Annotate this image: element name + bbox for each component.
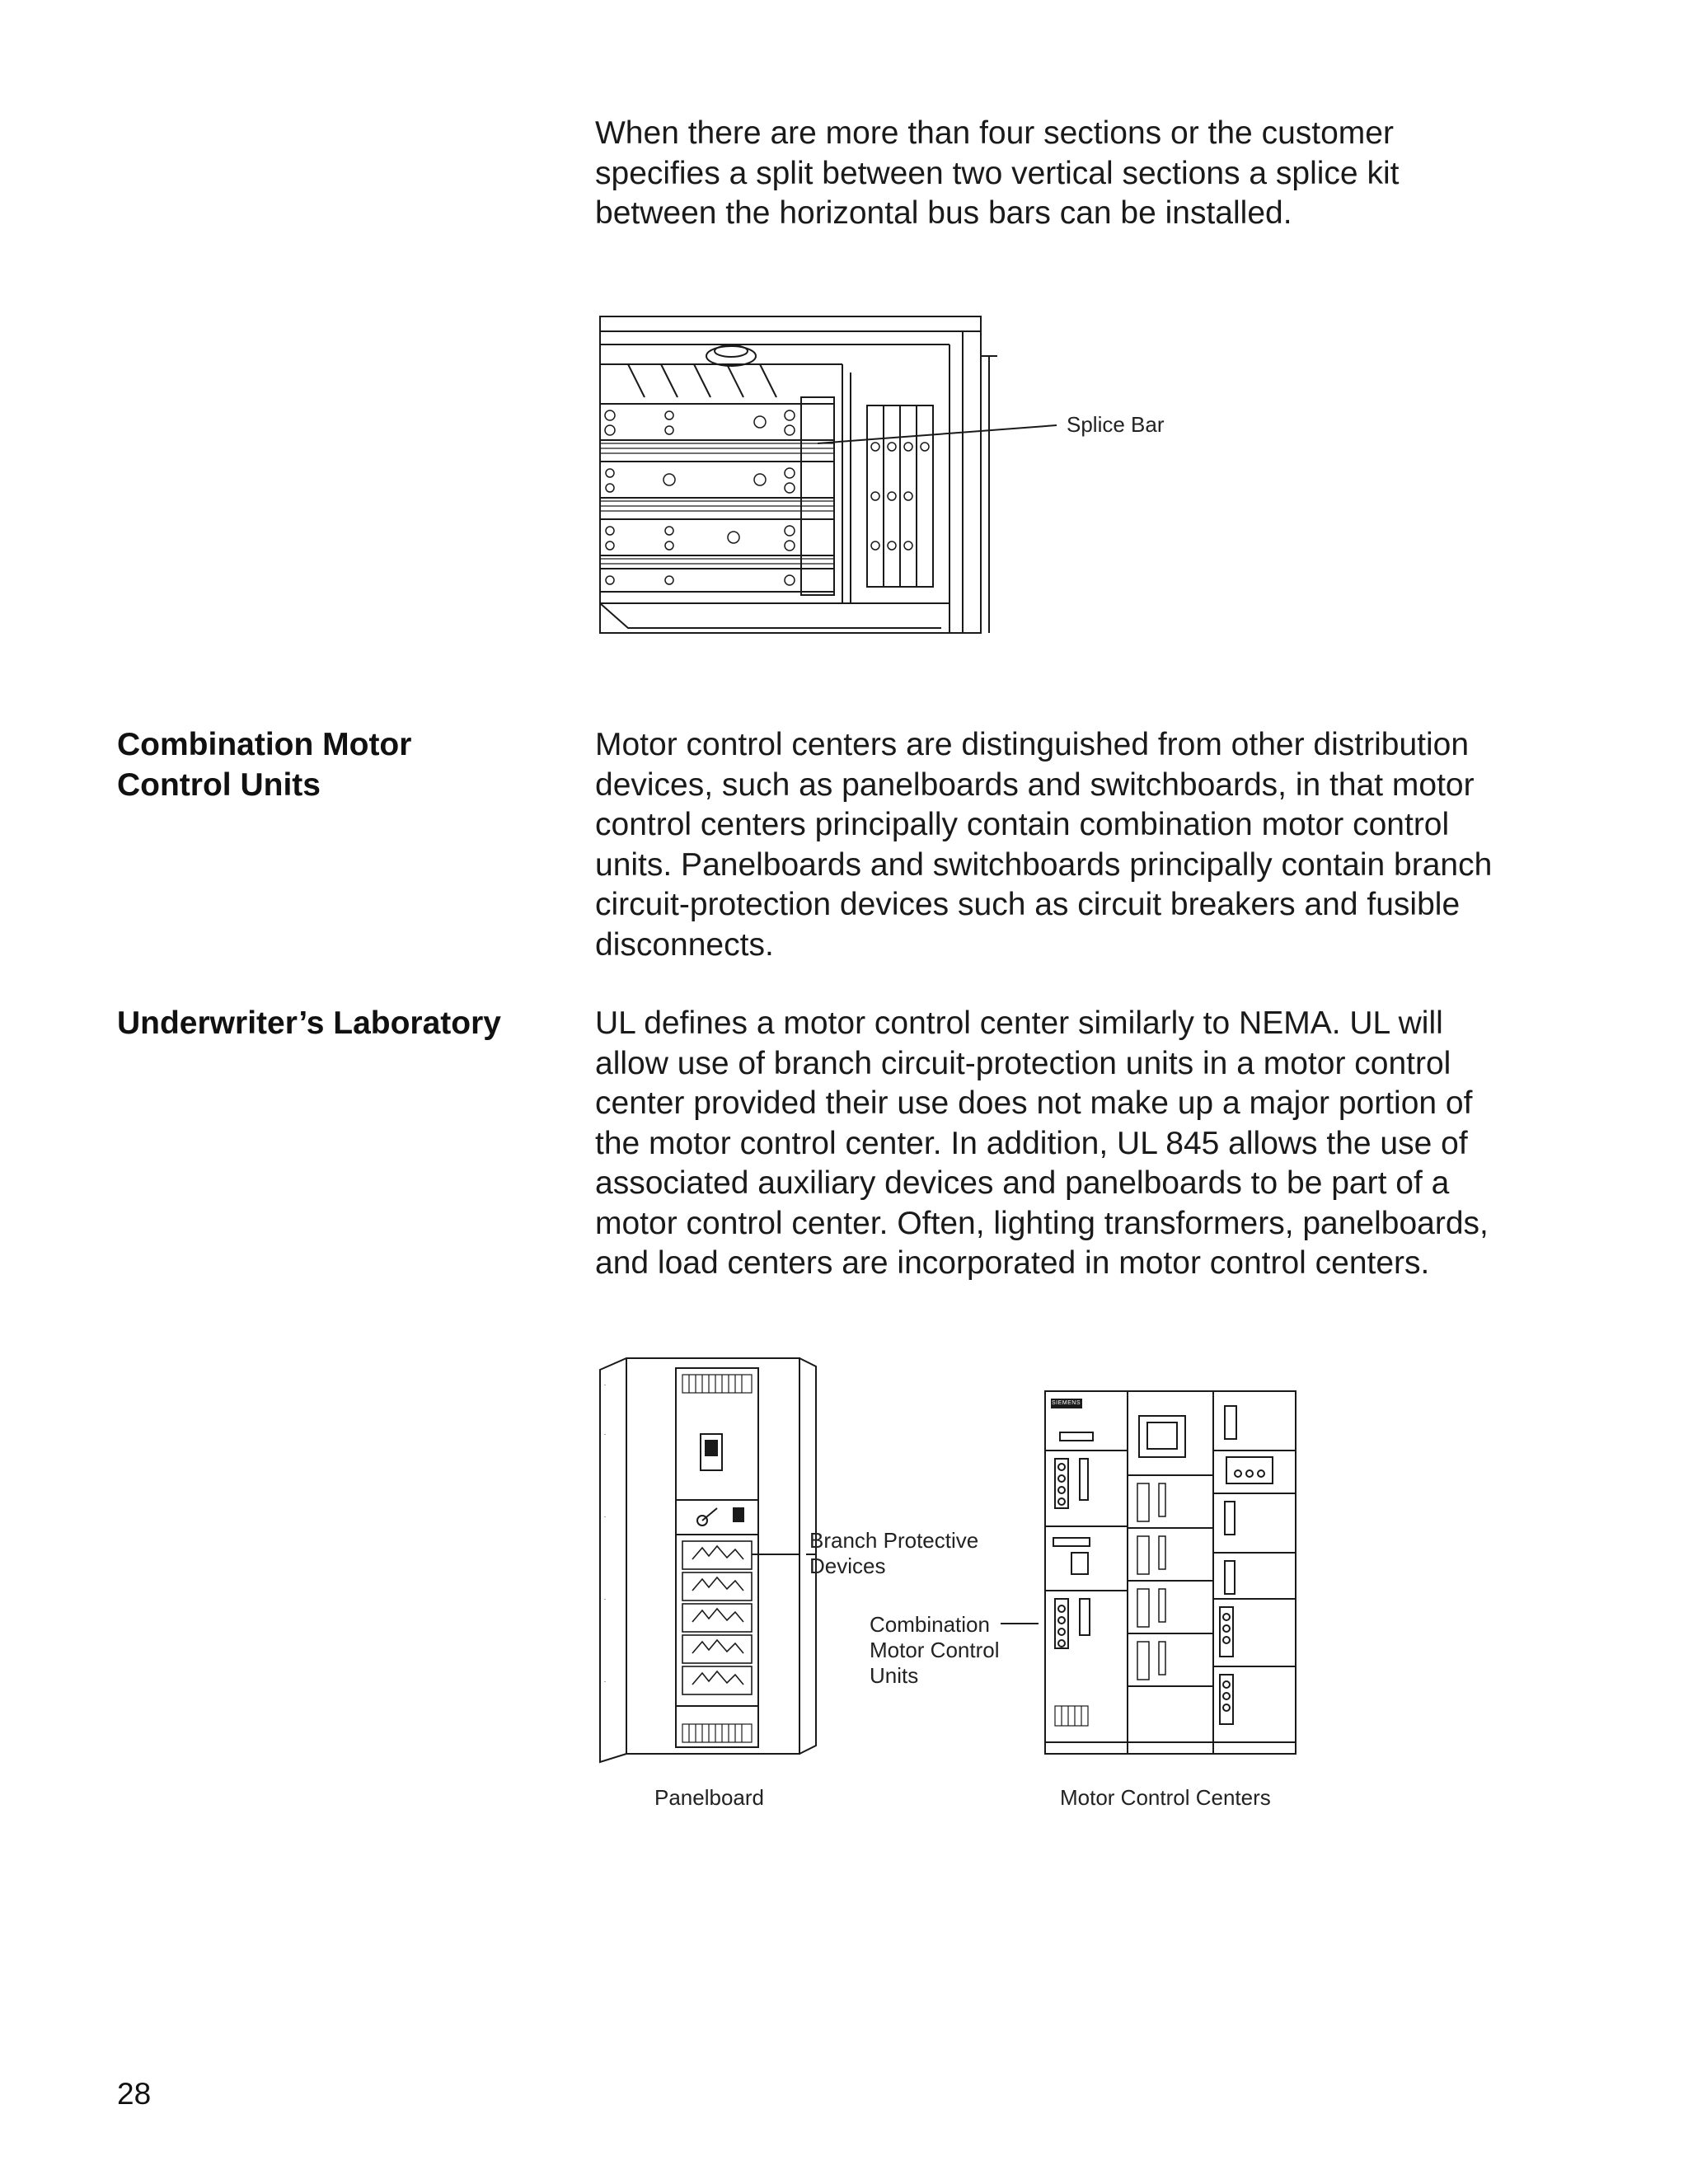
combo-label-line: Units [870,1663,919,1688]
branch-label-line: Devices [809,1554,886,1578]
ul-line: allow use of branch circuit-protection units in a motor control [595,1045,1451,1081]
panelboard-drawing [600,1358,816,1762]
ul-line: the motor control center. In addition, UL 845 allows the use of [595,1125,1468,1161]
intro-line: When there are more than four sections or the customer [595,115,1394,151]
combination-line: circuit-protection devices such as circuit breakers and fusible [595,887,1461,922]
ul-line: motor control center. Often, lighting transformers, panelboards, [595,1205,1489,1241]
brand-logo: SIEMENS [1052,1400,1081,1406]
combination-line: units. Panelboards and switchboards principally contain branch [595,846,1493,883]
combination-line: disconnects. [595,926,774,963]
combo-label-line: Combination [870,1612,990,1637]
mcc-caption: Motor Control Centers [1060,1785,1271,1810]
combo-label-line: Motor Control [870,1638,1000,1662]
ul-line: and load centers are incorporated in motor control centers. [595,1245,1430,1281]
combination-heading-line: Control Units [117,766,321,803]
branch-protective-label [809,1528,978,1579]
intro-paragraph [595,114,1543,234]
combination-paragraph [595,725,1543,965]
mcc-drawing [1045,1391,1296,1754]
ul-line: UL defines a motor control center similarly to NEMA. UL will [595,1005,1443,1041]
intro-line: between the horizontal bus bars can be installed. [595,195,1292,231]
combination-line: Motor control centers are distinguished from other distribution [595,727,1470,762]
ul-paragraph [595,1004,1543,1284]
splice-bar-label: Splice Bar [1067,412,1165,437]
combination-units-label [870,1612,1000,1689]
ul-line: center provided their use does not make up a major portion of [595,1085,1473,1121]
ul-heading: Underwriter’s Laboratory [117,1005,501,1041]
combination-heading [117,725,546,805]
combination-line: control centers principally contain combination motor control [595,807,1450,842]
combination-line: devices, such as panelboards and switchboards, in that motor [595,766,1475,803]
branch-label-line: Branch Protective [809,1528,979,1553]
page-number: 28 [117,2077,152,2111]
splice-bar-figure [595,307,1090,636]
ul-line: associated auxiliary devices and panelboards to be part of a [595,1165,1450,1201]
intro-line: specifies a split between two vertical sections a splice kit [595,155,1400,191]
combination-heading-line: Combination Motor [117,727,412,762]
panelboard-caption: Panelboard [654,1785,764,1810]
